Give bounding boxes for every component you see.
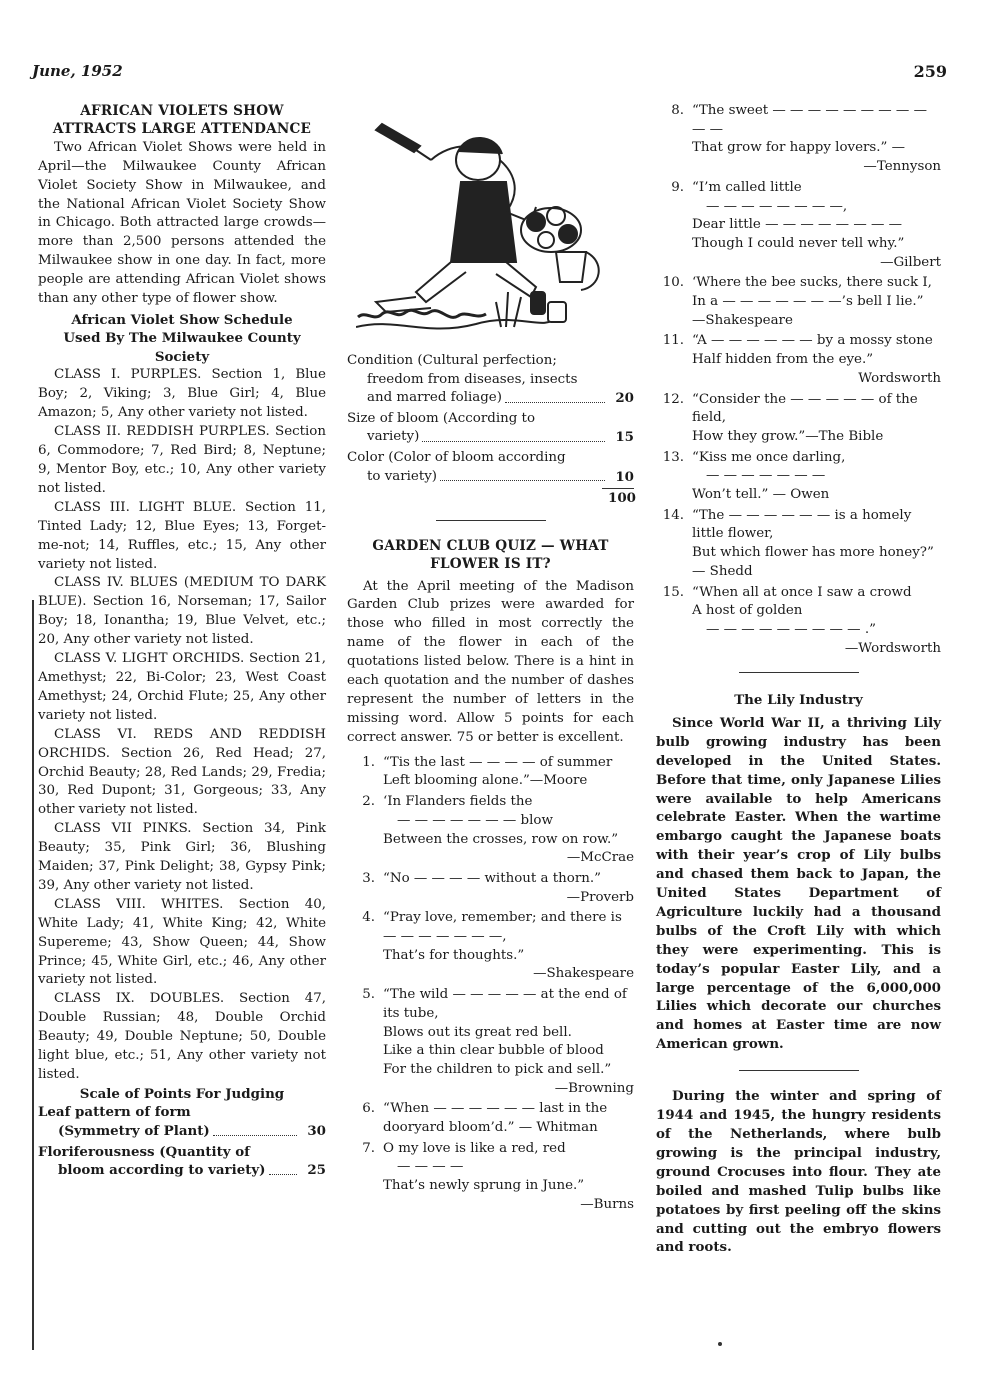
class-entry: CLASS V. LIGHT ORCHIDS. Section 21, Amethyst; 22, Bi-Color; 23, West Coast Amethyst; 24, Orchid Flute; 25, Any other variety not listed. [38,651,326,723]
page-number: 259 [913,62,947,81]
judging-title: Scale of Points For Judging [79,1085,285,1102]
judging-item: Leaf pattern of form (Symmetry of Plant) 30 [38,1104,326,1139]
article-body: Two African Violet Shows were held in April—the Milwaukee County African Violet Society Show in Milwaukee, and the National African Violet Society Show in Chicago. Both attracted large crowds—more than 2,500 persons attended the Milwaukee show in one day. In fact, more people are attending African Violet shows than any other type of flower show. [38,139,326,307]
quiz-question: 1. “Tis the last — — — — of summer Left blooming alone.”—Moore [362,754,613,789]
quiz-questions [347,754,634,1215]
class-entry: CLASS I. PURPLES. Section 1, Blue Boy; 2, Viking; 3, Blue Girl; 4, Blue Amazon; 5, Any other variety not listed. [38,367,326,421]
judging-total: 100 [608,490,636,507]
article-title: AFRICAN VIOLETS SHOW ATTRACTS LARGE ATTENDANCE [52,103,312,138]
quiz-intro: At the April meeting of the Madison Garden Club prizes were awarded for those who filled in most correctly the name of the flower in each of the quotations listed below. There is a hint in each quotation and the number of dashes represent the number of letters in the missing word. Allow 5 points for each correct answer. 75 or better is excellent. [347,578,634,745]
quiz-question: 2. ‘In Flanders fields the — — — — — — — blow Between the crosses, row on row.” —McCrae [362,794,634,866]
tulip-body: During the winter and spring of 1944 and 1945, the hungry residents of the Netherlands, where bulb growing is the principal industry, ground Crocuses into flour. They ate boiled and mashed Tulip bulbs like potatoes by first peeling off the skins and cutting out the embryo flowers and roots. [656,1088,941,1256]
issue-date: June, 1952 [32,62,123,80]
printer-mark [718,1342,722,1346]
class-entry: CLASS VII PINKS. Section 34, Pink Beauty; 35, Pink Girl; 36, Blushing Maiden; 37, Pink Delight; 38, Gypsy Pink; 39, Any other variety not listed. [38,821,326,893]
section-divider [739,1070,859,1071]
gardener-illustration [356,112,626,344]
quiz-question: 9. “I’m called little — — — — — — — —, Dear little — — — — — — — — Though I could never tell why.” —Gilbert [671,179,941,270]
lily-body: Since World War II, a thriving Lily bulb growing industry has been developed in the United States. Before that time, only Japanese Lilies were available to help Americans celebrate Easter. When the wartime embargo caught the Japanese boats with their year’s crop of Lily bulbs and chased them back to Japan, the United States Department of Agriculture luckily had a thousand bulbs of the Croft Lily with which they were experimenting. This is today’s popular Easter Lily, and a large percentage of the 6,000,000 Lilies which decorate our churches and homes at Easter time are now American grown. [656,714,941,1053]
column-right [656,102,941,1257]
margin-rule [32,600,34,1350]
quiz-question: 7. O my love is like a red, red — — — — That’s newly sprung in June.” —Burns [362,1140,634,1212]
quiz-question: 15. “When all at once I saw a crowd A host of golden — — — — — — — — — .” —Wordsworth [662,584,941,656]
quiz-question: 8. “The sweet — — — — — — — — — — — That grow for happy lovers.” — —Tennyson [671,103,941,175]
quiz-question: 3. “No — — — — without a thorn.” —Proverb [362,870,634,905]
lily-title: The Lily Industry [734,692,863,709]
quiz-question: 11. “A — — — — — — by a mossy stone Half hidden from the eye.” Wordsworth [662,333,941,386]
judging-item: Size of bloom (According to variety) 15 [347,410,634,446]
quiz-question: 4. “Pray love, remember; and there is — — — — — — —, That’s for thoughts.” —Shakespeare [362,910,634,982]
quiz-question: 5. “The wild — — — — — at the end of its tube, Blows out its great red bell. Like a thin clear bubble of blood For the children to pick and sell.” —Browning [362,987,634,1096]
quiz-question: 10. ‘Where the bee sucks, there suck I, In a — — — — — — —’s bell I lie.” —Shakespeare [662,275,932,328]
judging-item: Floriferousness (Quantity of bloom according to variety) 25 [38,1143,326,1179]
quiz-question: 13. “Kiss me once darling, — — — — — — — Won’t tell.” — Owen [662,449,846,503]
judging-item: Condition (Cultural perfection; freedom from diseases, insects and marred foliage) 20 [347,353,634,407]
quiz-question: 12. “Consider the — — — — — of the field, How they grow.”—The Bible [662,391,918,444]
class-list [38,366,326,1084]
judging-continued [347,352,634,508]
quiz-question: 6. “When — — — — — — last in the dooryard bloom’d.” — Whitman [362,1101,608,1136]
quiz-title: GARDEN CLUB QUIZ — WHAT FLOWER IS IT? [372,537,609,573]
column-left [38,102,326,1182]
schedule-title: African Violet Show Schedule Used By The Milwaukee County Society [63,311,301,365]
judging-item: Color (Color of bloom according to variety) 10 [347,449,634,485]
class-entry: CLASS III. LIGHT BLUE. Section 11, Tinted Lady; 12, Blue Eyes; 13, Forget-me-not; 14, Ruffles, etc.; 15, Any other variety not listed. [38,499,326,572]
class-entry: CLASS IX. DOUBLES. Section 47, Double Russian; 48, Double Orchid Beauty; 49, Double Neptune; 50, Double light blue, etc.; 51, Any other variety not listed. [38,991,326,1082]
section-divider [739,672,859,673]
class-entry: CLASS VIII. WHITES. Section 40, White Lady; 41, White King; 42, White Supereme; 43, Show Queen; 44, Show Prince; 45, White Girl, etc.; 46, Any other variety not listed. [38,896,326,988]
class-entry: CLASS IV. BLUES (MEDIUM TO DARK BLUE). Section 16, Norseman; 17, Sailor Boy; 18, Ionantha; 19, Blue Velvet, etc.; 20, Any other variety not listed. [38,575,326,648]
class-entry: CLASS VI. REDS AND REDDISH ORCHIDS. Section 26, Red Head; 27, Orchid Beauty; 28, Red Lands; 29, Fredia; 30, Red Dupont; 31, Gorgeous; 33, Any other variety not listed. [38,726,327,818]
section-divider [436,520,546,521]
quiz-question: 14. “The — — — — — — is a homely little flower, But which flower has more honey?” — Shedd [662,507,934,579]
class-entry: CLASS II. REDDISH PURPLES. Section 6, Commodore; 7, Red Bird; 8, Neptune; 9, Mentor Boy, etc.; 10, Any other variety not listed. [38,424,326,496]
column-middle [347,112,634,1217]
quiz-questions-continued [656,102,941,658]
